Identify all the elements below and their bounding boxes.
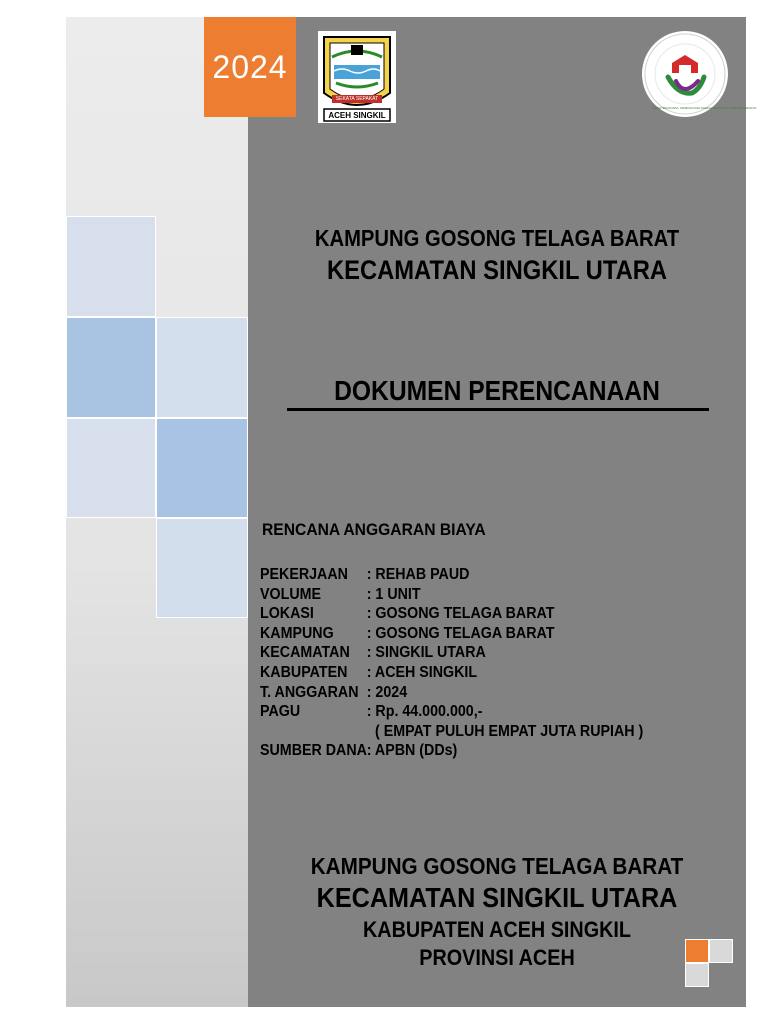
detail-label: KAMPUNG <box>260 624 334 642</box>
detail-value: : SINGKIL UTARA <box>366 644 486 662</box>
detail-label <box>260 722 367 742</box>
details-list <box>260 565 643 761</box>
header-village: KAMPUNG GOSONG TELAGA BARAT <box>314 225 680 251</box>
detail-row-pagu <box>260 702 643 722</box>
detail-label: VOLUME <box>260 585 322 603</box>
detail-value: : ACEH SINGKIL <box>366 663 478 681</box>
footer-district: KECAMATAN SINGKIL UTARA <box>316 882 678 913</box>
detail-value: : REHAB PAUD <box>366 566 470 583</box>
detail-value: : GOSONG TELAGA BARAT <box>366 605 555 623</box>
detail-row-volume <box>260 585 643 605</box>
footer-regency: KABUPATEN ACEH SINGKIL <box>362 917 632 942</box>
detail-value: : 2024 <box>366 683 408 701</box>
decor-tile <box>156 418 248 518</box>
detail-row-pagu-words <box>260 722 643 742</box>
detail-row-anggaran <box>260 683 643 703</box>
corner-tile-orange <box>685 939 709 963</box>
section-title: RENCANA ANGGARAN BIAYA <box>262 520 486 539</box>
decor-tile <box>66 317 156 418</box>
detail-label: LOKASI <box>260 605 314 623</box>
detail-row-pekerjaan <box>260 565 643 585</box>
detail-row-lokasi <box>260 604 643 624</box>
cover-page <box>66 17 757 1007</box>
detail-row-kampung <box>260 624 643 644</box>
detail-label: KECAMATAN <box>260 644 350 662</box>
detail-label: KABUPATEN <box>260 663 348 681</box>
detail-value: : APBN (DDs) <box>366 742 458 760</box>
decor-tile <box>156 317 248 418</box>
decor-tile <box>156 518 248 618</box>
decor-tile <box>66 216 156 317</box>
detail-row-sumber-dana <box>260 741 643 761</box>
title-underline <box>287 408 709 411</box>
logo-ring-text: KEMENTERIAN DESA, PEMBANGUNAN DAERAH TERTINGGAL, DAN TRANSMIGRASI <box>652 107 757 110</box>
detail-label: T. ANGGARAN <box>260 683 359 701</box>
detail-label: PAGU <box>260 703 301 721</box>
footer-village: KAMPUNG GOSONG TELAGA BARAT <box>310 853 684 879</box>
detail-row-kabupaten <box>260 663 643 683</box>
detail-label: PEKERJAAN <box>260 566 348 583</box>
year-badge: 2024 <box>204 17 296 117</box>
header-district: KECAMATAN SINGKIL UTARA <box>326 255 668 285</box>
footer-province: PROVINSI ACEH <box>419 945 575 970</box>
logo-motto: SEKATA SEPAKAT <box>335 96 379 102</box>
decor-tile <box>66 418 156 518</box>
detail-value: : 1 UNIT <box>366 585 421 603</box>
corner-tile <box>685 963 709 987</box>
document-title: DOKUMEN PERENCANAAN <box>334 375 660 406</box>
detail-value: ( EMPAT PULUH EMPAT JUTA RUPIAH ) <box>375 722 644 740</box>
detail-value: : Rp. 44.000.000,- <box>366 703 483 721</box>
kemendes-logo <box>642 31 757 117</box>
detail-label: SUMBER DANA <box>260 742 367 760</box>
detail-row-kecamatan <box>260 643 643 663</box>
detail-value: : GOSONG TELAGA BARAT <box>366 624 555 642</box>
logo-name: ACEH SINGKIL <box>328 111 386 120</box>
aceh-singkil-logo <box>318 31 396 123</box>
corner-tile <box>709 939 733 963</box>
